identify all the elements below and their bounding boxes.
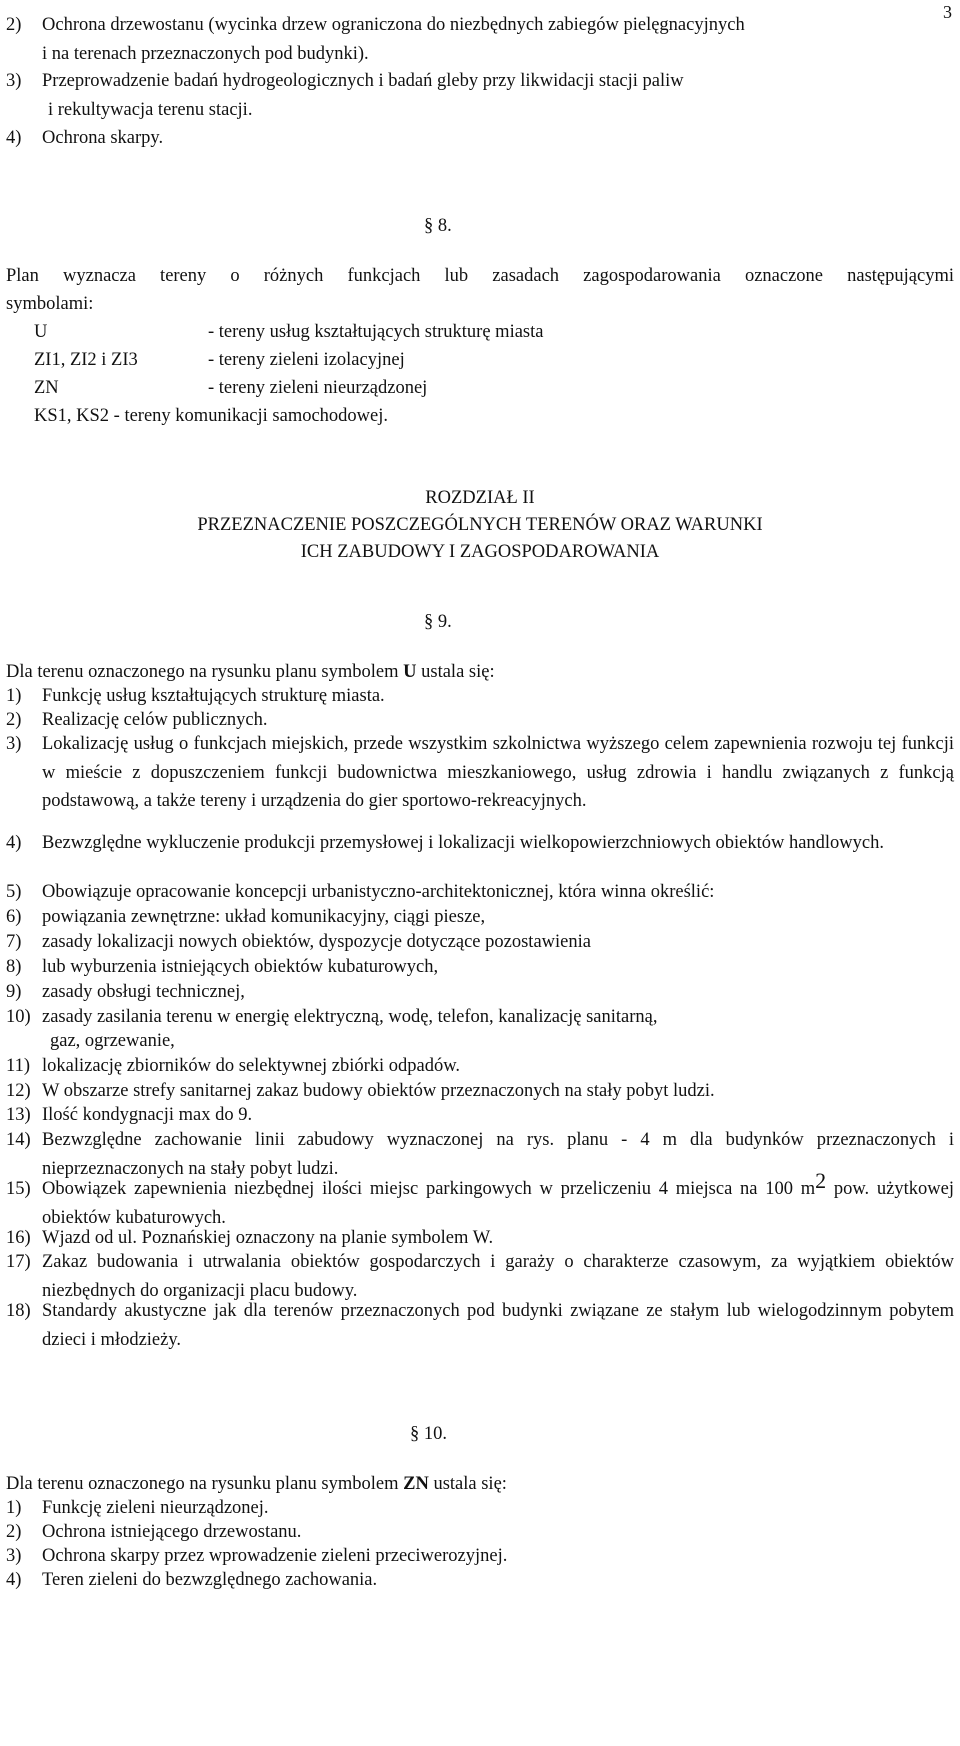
list-text: Obowiązek zapewnienia niezbędnej ilości miejsc parkingowych w przeliczeniu 4 miejsca na 100 $m^2$ pow. użytkowej obiektów kubaturowych. [42, 1168, 954, 1228]
list-item [6, 11, 954, 68]
list-item: 3) Lokalizację usług o funkcjach miejskich, przede wszystkim szkolnictwa wyższego celem zapewnienia rozwoju tej funkcji w mieście z dopuszczeniem funkcji budownictwa mieszkaniowego, usług zdrowia i handlu związanych z funkcją podstawową, a także tereny i urządzenia do gier sportowo-rekreacyjnych. [6, 730, 954, 816]
superscript: 2 [815, 1168, 827, 1193]
symbol-row-ks: KS1, KS2 - tereny komunikacji samochodowej. [34, 406, 389, 426]
list-item: 17) Zakaz budowania i utrwalania obiektów gospodarczych i garaży o charakterze czasowym, za wyjątkiem obiektów niezbędnych do organizacji placu budowy. [6, 1248, 954, 1305]
list-item: 2) Realizację celów publicznych. [6, 706, 954, 735]
list-item: 12) W obszarze strefy sanitarnej zakaz budowy obiektów przeznaczonych na stały pobyt ludzi. [6, 1077, 954, 1106]
list-text: Bezwzględne zachowanie linii zabudowy wyznaczonej na rys. planu - 4 m dla budynków przeznaczonych i nieprzeznaczonych na stały pobyt ludzi. [42, 1130, 954, 1179]
list-text: Realizację celów publicznych. [42, 710, 268, 730]
list-item: 4) Teren zieleni do bezwzględnego zachowania. [6, 1566, 954, 1595]
list-text: Standardy akustyczne jak dla terenów przeznaczonych pod budynki związane ze stałym lub wielogodzinnym pobytem dzieci i młodzieży. [42, 1301, 954, 1350]
list-item: 9) zasady obsługi technicznej, [6, 978, 954, 1007]
symbol-description: - tereny zieleni nieurządzonej [208, 378, 428, 398]
list-text: Ochrona istniejącego drzewostanu. [42, 1522, 302, 1542]
list-item: 2) Ochrona istniejącego drzewostanu. [6, 1518, 954, 1547]
list-text: Funkcję usług kształtujących strukturę miasta. [42, 686, 385, 706]
list-text: lub wyburzenia istniejących obiektów kubaturowych, [42, 957, 439, 977]
list-number: 2) [6, 15, 22, 35]
list-number: 3) [6, 71, 22, 91]
list-text: Ochrona skarpy przez wprowadzenie zieleni przeciwerozyjnej. [42, 1546, 508, 1566]
list-text: Bezwzględne wykluczenie produkcji przemysłowej i lokalizacji wielkopowierzchniowych obiektów handlowych. [42, 833, 884, 853]
list-text: zasady zasilania terenu w energię elektryczną, wodę, telefon, kanalizację sanitarną, [42, 1007, 658, 1027]
list-text: Obowiązuje opracowanie koncepcji urbanistyczno-architektonicznej, która winna określić: [42, 882, 715, 902]
section-8-intro-line: symbolami: [6, 294, 94, 314]
list-item: 5) Obowiązuje opracowanie koncepcji urbanistyczno-architektonicznej, która winna określić: [6, 878, 954, 907]
list-text-line: i rekultywacja terenu stacji. [48, 99, 253, 120]
chapter-heading [0, 485, 960, 566]
symbol-code: U [34, 322, 48, 342]
section-10-intro: Dla terenu oznaczonego na rysunku planu symbolem ZN ustala się: [6, 1474, 507, 1494]
page-number: 3 [943, 2, 952, 22]
section-9-mark: § 9. [424, 612, 452, 632]
list-item: 6) powiązania zewnętrzne: układ komunikacyjny, ciągi piesze, [6, 903, 954, 932]
list-text: Teren zieleni do bezwzględnego zachowania. [42, 1570, 378, 1590]
list-text: W obszarze strefy sanitarnej zakaz budowy obiektów przeznaczonych na stały pobyt ludzi. [42, 1081, 715, 1101]
list-text: zasady obsługi technicznej, [42, 982, 245, 1002]
list-item: 18) Standardy akustyczne jak dla terenów przeznaczonych pod budynki związane ze stałym lub wielogodzinnym pobytem dzieci i młodzieży. [6, 1297, 954, 1354]
list-number: 4) [6, 128, 22, 148]
symbol-code: ZI1, ZI2 i ZI3 [34, 350, 138, 370]
section-8-mark: § 8. [424, 216, 452, 236]
list-text-continuation: gaz, ogrzewanie, [50, 1031, 175, 1051]
list-item: 4) Bezwzględne wykluczenie produkcji przemysłowej i lokalizacji wielkopowierzchniowych obiektów handlowych. [6, 829, 954, 858]
list-item: 16) Wjazd od ul. Poznańskiej oznaczony na planie symbolem W. [6, 1224, 954, 1253]
list-item [6, 67, 954, 124]
list-text-line: Ochrona drzewostanu (wycinka drzew ograniczona do niezbędnych zabiegów pielęgnacyjnych [42, 15, 745, 35]
list-text: Zakaz budowania i utrwalania obiektów gospodarczych i garaży o charakterze czasowym, za wyjątkiem obiektów niezbędnych do organizacji placu budowy. [42, 1252, 954, 1301]
list-text-line: i na terenach przeznaczonych pod budynki). [42, 43, 369, 64]
list-item: 15) Obowiązek zapewnienia niezbędnej ilości miejsc parkingowych w przeliczeniu 4 miejsca na 100 $m^2$ pow. użytkowej obiektów kubaturowych. [6, 1175, 954, 1232]
list-item: 13) Ilość kondygnacji max do 9. [6, 1101, 954, 1130]
list-item: 11) lokalizację zbiorników do selektywnej zbiórki odpadów. [6, 1052, 954, 1081]
section-10-symbol: ZN [403, 1474, 429, 1494]
list-text: Funkcję zieleni nieurządzonej. [42, 1498, 269, 1518]
list-item: 3) Ochrona skarpy przez wprowadzenie zieleni przeciwerozyjnej. [6, 1542, 954, 1571]
list-item [6, 124, 954, 153]
symbol-description: - tereny usług kształtujących strukturę miasta [208, 322, 544, 342]
section-8-intro-line: Plan wyznacza tereny o różnych funkcjach lub zasadach zagospodarowania oznaczone następującymi [6, 266, 954, 286]
section-10-mark: § 10. [410, 1424, 447, 1444]
list-text: Wjazd od ul. Poznańskiej oznaczony na planie symbolem W. [42, 1228, 494, 1248]
list-item: 1) Funkcję zieleni nieurządzonej. [6, 1494, 954, 1523]
list-item: 14) Bezwzględne zachowanie linii zabudowy wyznaczonej na rys. planu - 4 m dla budynków przeznaczonych i nieprzeznaczonych na stały pobyt ludzi. [6, 1126, 954, 1183]
symbol-code: ZN [34, 378, 59, 398]
list-text: lokalizację zbiorników do selektywnej zbiórki odpadów. [42, 1056, 461, 1076]
chapter-subtitle: PRZEZNACZENIE POSZCZEGÓLNYCH TERENÓW ORAZ WARUNKI [197, 515, 763, 535]
list-item: 8) lub wyburzenia istniejących obiektów kubaturowych, [6, 953, 954, 982]
chapter-subtitle: ICH ZABUDOWY I ZAGOSPODAROWANIA [300, 542, 660, 562]
list-text: Ilość kondygnacji max do 9. [42, 1105, 253, 1125]
section-9-intro: Dla terenu oznaczonego na rysunku planu symbolem U ustala się: [6, 662, 495, 682]
list-item: 1) Funkcję usług kształtujących strukturę miasta. [6, 682, 954, 711]
list-item: 7) zasady lokalizacji nowych obiektów, dyspozycje dotyczące pozostawienia [6, 928, 954, 957]
chapter-title: ROZDZIAŁ II [425, 488, 535, 508]
symbol-description: - tereny zieleni izolacyjnej [208, 350, 405, 370]
list-text: Lokalizację usług o funkcjach miejskich, przede wszystkim szkolnictwa wyższego celem zapewnienia rozwoju tej funkcji w mieście z dopuszczeniem funkcji budownictwa mieszkaniowego, usług zdrowia i handlu związanych z funkcją podstawową, a także tereny i urządzenia do gier sportowo-rekreacyjnych. [42, 734, 954, 811]
list-item: 10) zasady zasilania terenu w energię elektryczną, wodę, telefon, kanalizację sanitarną, [6, 1003, 954, 1032]
section-9-symbol: U [403, 662, 417, 682]
list-text: zasady lokalizacji nowych obiektów, dyspozycje dotyczące pozostawienia [42, 932, 591, 952]
list-text-line: Ochrona skarpy. [42, 128, 164, 148]
list-text-line: Przeprowadzenie badań hydrogeologicznych i badań gleby przy likwidacji stacji paliw [42, 71, 684, 91]
list-text: powiązania zewnętrzne: układ komunikacyjny, ciągi piesze, [42, 907, 486, 927]
